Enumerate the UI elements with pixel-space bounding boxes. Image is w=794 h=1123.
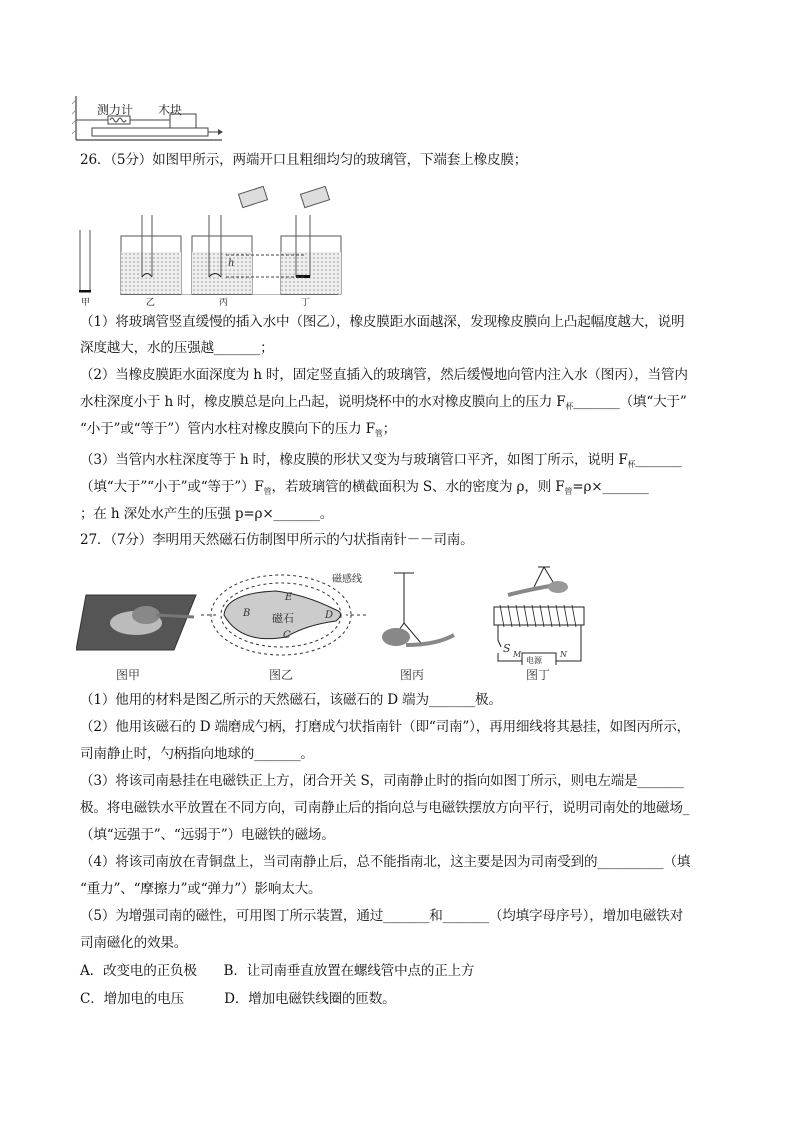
text-segment: 27．（7分）李明用天然磁石仿制图甲所示的勺状指南针－－司南。: [80, 532, 474, 548]
q27-line: [80, 962, 474, 980]
text-segment: C．增加电的电压 D．增加电磁铁线圈的匝数。: [80, 991, 396, 1007]
field-lines-label: 磁感线: [332, 574, 362, 585]
q27-line: [80, 718, 690, 736]
fig26-label-yi: 乙: [146, 298, 156, 308]
text-segment: （3）将该司南悬挂在电磁铁正上方，闭合开关 S，司南静止时的指向如图丁所示，则电左端是_______: [80, 773, 684, 789]
point-m-label: M: [513, 650, 522, 659]
caption-fig-ding: 图丁: [526, 668, 551, 682]
text-segment: ，若玻璃管的横截面积为 S、水的密度为 ρ，则 F: [271, 479, 565, 495]
text-segment: 水柱深度小于 h 时，橡皮膜总是向上凸起，说明烧杯中的水对橡皮膜向上的压力 F: [80, 394, 566, 410]
q26-line: [80, 313, 684, 331]
text-segment: （1）将玻璃管竖直缓慢的插入水中（图乙），橡皮膜距水面越深，发现橡皮膜向上凸起幅度越大，说明: [80, 314, 685, 330]
q26-line: [80, 451, 682, 474]
q27-line: [80, 799, 689, 817]
text-segment: ；: [382, 421, 397, 437]
text-segment: （2）当橡皮膜距水面深度为 h 时，固定竖直插入的玻璃管，然后缓慢地向管内注入水（图丙），当管内: [80, 367, 688, 383]
depth-h-label: h: [228, 258, 235, 269]
q27-line: [80, 745, 314, 763]
q26-line: [80, 531, 474, 549]
caption-fig-jia: 图甲: [116, 668, 141, 682]
fig26-label-ding: 丁: [301, 298, 311, 308]
q27-line: [80, 934, 187, 952]
q27-line: [80, 853, 690, 871]
subscript: 管: [263, 487, 272, 496]
text-segment: 极。将电磁铁水平放置在不同方向，司南静止后的指向总与电磁铁摆放方向平行，说明司南处的地磁场_: [80, 800, 690, 816]
text-segment: （3）当管内水柱深度等于 h 时，橡皮膜的形状又变为与玻璃管口平齐，如图丁所示，说明 F: [80, 452, 628, 468]
text-segment: （2）他用该磁石的 D 端磨成勺柄，打磨成勺状指南针（即“司南”），再用细线将其悬挂，如图丙所示，: [80, 719, 691, 735]
text-segment: （4）将该司南放在青铜盘上，当司南静止后，总不能指南北，这主要是因为司南受到的__________（填: [80, 854, 691, 870]
caption-fig-bing: 图丙: [400, 668, 425, 682]
subscript: 管: [374, 429, 383, 438]
text-segment: _______（填“大于”: [573, 394, 687, 410]
subscript: 杯: [627, 460, 636, 469]
friction-experiment-figure: [72, 96, 232, 144]
q27-line: [80, 772, 684, 790]
text-segment: “小于”或“等于”）管内水柱对橡皮膜向下的压力 F: [80, 421, 375, 437]
text-segment: （填“远强于”、“远弱于”）电磁铁的磁场。: [80, 827, 335, 843]
point-d-label: D: [325, 610, 334, 621]
magnet-label: 磁石: [272, 612, 294, 625]
glass-tube-experiment-figure: [76, 180, 346, 295]
point-c-label: C: [283, 630, 291, 641]
text-segment: _______: [635, 452, 682, 468]
wood-block-label: 木块: [158, 103, 183, 117]
subscript: 管: [564, 487, 573, 496]
switch-s-label: S: [503, 642, 511, 655]
text-segment: 司南磁化的效果。: [80, 935, 188, 951]
q27-line: [80, 826, 335, 844]
text-segment: （1）他用的材料是图乙所示的天然磁石，该磁石的 D 端为_______极。: [80, 692, 502, 708]
q27-line: [80, 990, 396, 1008]
caption-fig-yi: 图乙: [269, 668, 294, 682]
text-segment: 26．（5分）如图甲所示，两端开口且粗细均匀的玻璃管，下端套上橡皮膜；: [80, 152, 528, 168]
q26-line: [80, 339, 274, 357]
subscript: 杯: [565, 402, 574, 411]
text-segment: （5）为增强司南的磁性，可用图丁所示装置，通过_______和_______（均填字母序号），增加电磁铁对: [80, 908, 683, 924]
text-segment: 深度越大，水的压强越_______；: [80, 340, 274, 356]
q26-line: [80, 393, 687, 416]
point-b-label: B: [243, 608, 251, 619]
spring-scale-label: 测力计: [97, 103, 134, 117]
fig26-label-bing: 丙: [219, 298, 229, 308]
q26-line: [80, 420, 396, 443]
q27-line: [80, 907, 683, 925]
q26-line: [80, 366, 688, 384]
q26-line: [80, 151, 527, 169]
q26-line: [80, 505, 333, 523]
q27-line: [80, 880, 321, 898]
power-supply-label: 电源: [526, 656, 542, 665]
fig26-label-jia: 甲: [81, 298, 91, 308]
point-n-label: N: [560, 650, 567, 659]
q27-line: [80, 691, 502, 709]
text-segment: （填“大于”“小于”或“等于”）F: [80, 479, 264, 495]
point-e-label: E: [285, 592, 293, 603]
text-segment: “重力”、“摩擦力”或“弹力”）影响太大。: [80, 881, 322, 897]
text-segment: =ρ×_______: [572, 479, 649, 495]
text-segment: ；在 h 深处水产生的压强 p=ρ×_______。: [80, 506, 334, 522]
text-segment: 司南静止时，勺柄指向地球的_______。: [80, 746, 314, 762]
q26-line: [80, 478, 649, 501]
text-segment: A．改变电的正负极 B．让司南垂直放置在螺线管中点的正上方: [80, 963, 475, 979]
